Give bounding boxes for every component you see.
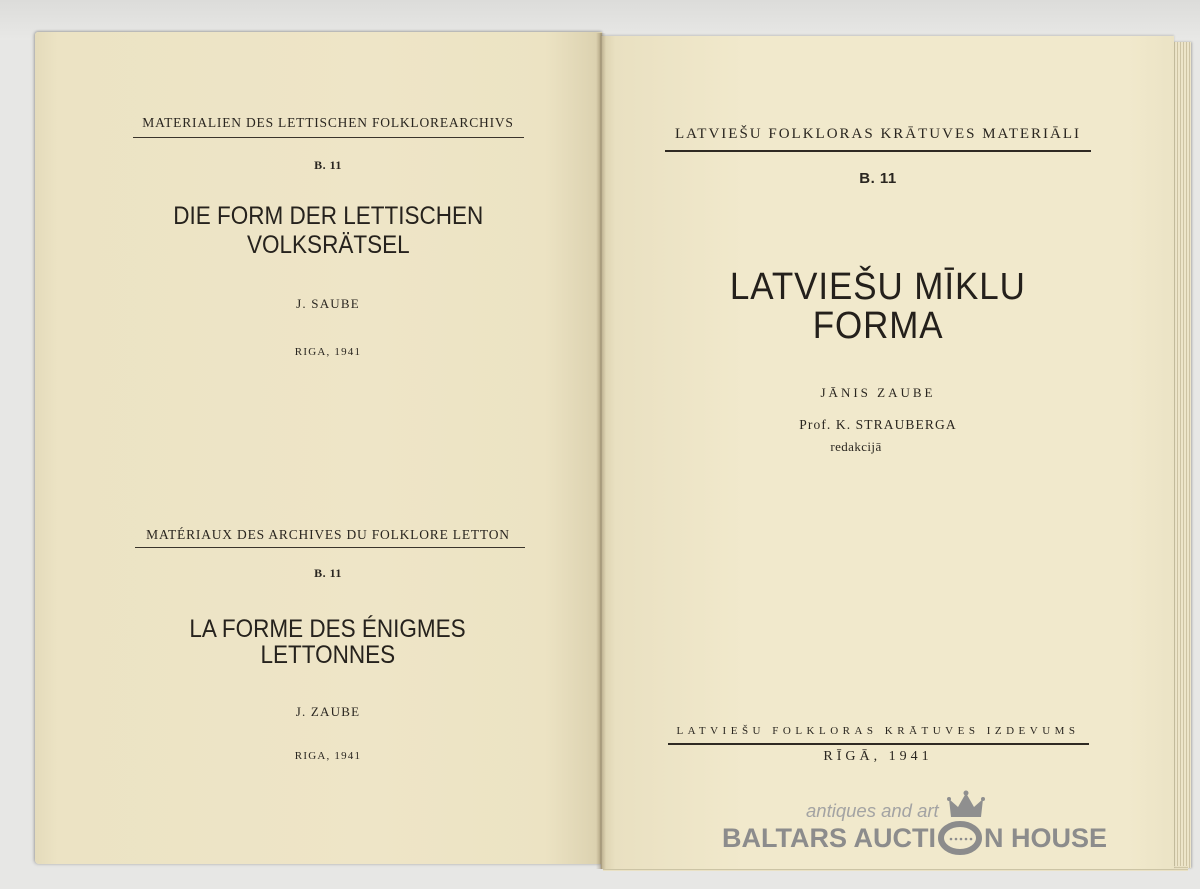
spine-fold	[596, 33, 606, 869]
left-page	[35, 32, 602, 864]
french-title-line-2	[128, 643, 528, 668]
latvian-imprint: RĪGĀ, 1941	[823, 749, 933, 764]
latvian-editor: Prof. K. STRAUBERGA	[799, 417, 957, 432]
latvian-editor-note: redakcijā	[830, 439, 882, 454]
latvian-series-rule	[665, 150, 1091, 152]
french-title-line-1-text: LA FORME DES ÉNIGMES	[189, 615, 467, 643]
crown-icon	[947, 790, 985, 820]
latvian-title-line-1-text: LATVIEŠU MĪKLU	[730, 266, 1026, 308]
page-stack-edges	[1172, 42, 1191, 868]
watermark-name-start: BALTARS AUCTI	[722, 822, 936, 853]
latvian-title-line-2	[658, 307, 1098, 345]
german-series-rule	[133, 137, 524, 138]
french-series-title: MATÉRIAUX DES ARCHIVES DU FOLKLORE LETTON	[146, 527, 510, 542]
german-author: J. SAUBE	[296, 296, 360, 311]
latvian-author: JĀNIS ZAUBE	[820, 385, 936, 400]
ring-o-icon	[937, 821, 983, 855]
watermark-auction-house-name	[722, 821, 1107, 855]
french-volume-number: B. 11	[314, 566, 342, 580]
french-title-line-1	[128, 617, 528, 642]
german-title-line-2	[128, 233, 528, 258]
german-imprint: RIGA, 1941	[294, 346, 362, 358]
german-title-line-1-text: DIE FORM DER LETTISCHEN	[172, 202, 484, 230]
german-series-title: MATERIALIEN DES LETTISCHEN FOLKLOREARCHIVS	[142, 115, 514, 130]
latvian-volume-number: B. 11	[859, 170, 897, 187]
german-volume-number: B. 11	[314, 158, 342, 172]
latvian-title-line-2-text: FORMA	[812, 305, 944, 347]
watermark-tagline: antiques and art	[806, 800, 939, 821]
french-series-rule	[135, 547, 525, 548]
latvian-publisher: LATVIEŠU FOLKLORAS KRĀTUVES IZDEVUMS	[676, 725, 1080, 737]
latvian-publisher-rule	[668, 743, 1089, 745]
latvian-series-title: LATVIEŠU FOLKLORAS KRĀTUVES MATERIĀLI	[674, 126, 1082, 142]
french-title-line-2-text: LETTONNES	[260, 641, 396, 669]
german-title-line-1	[128, 204, 528, 229]
french-author: J. ZAUBE	[295, 704, 361, 719]
latvian-title-line-1	[658, 268, 1098, 306]
german-title-line-2-text: VOLKSRÄTSEL	[246, 231, 410, 259]
watermark-name-end: N HOUSE	[983, 822, 1108, 853]
french-imprint: RIGA, 1941	[294, 750, 362, 762]
